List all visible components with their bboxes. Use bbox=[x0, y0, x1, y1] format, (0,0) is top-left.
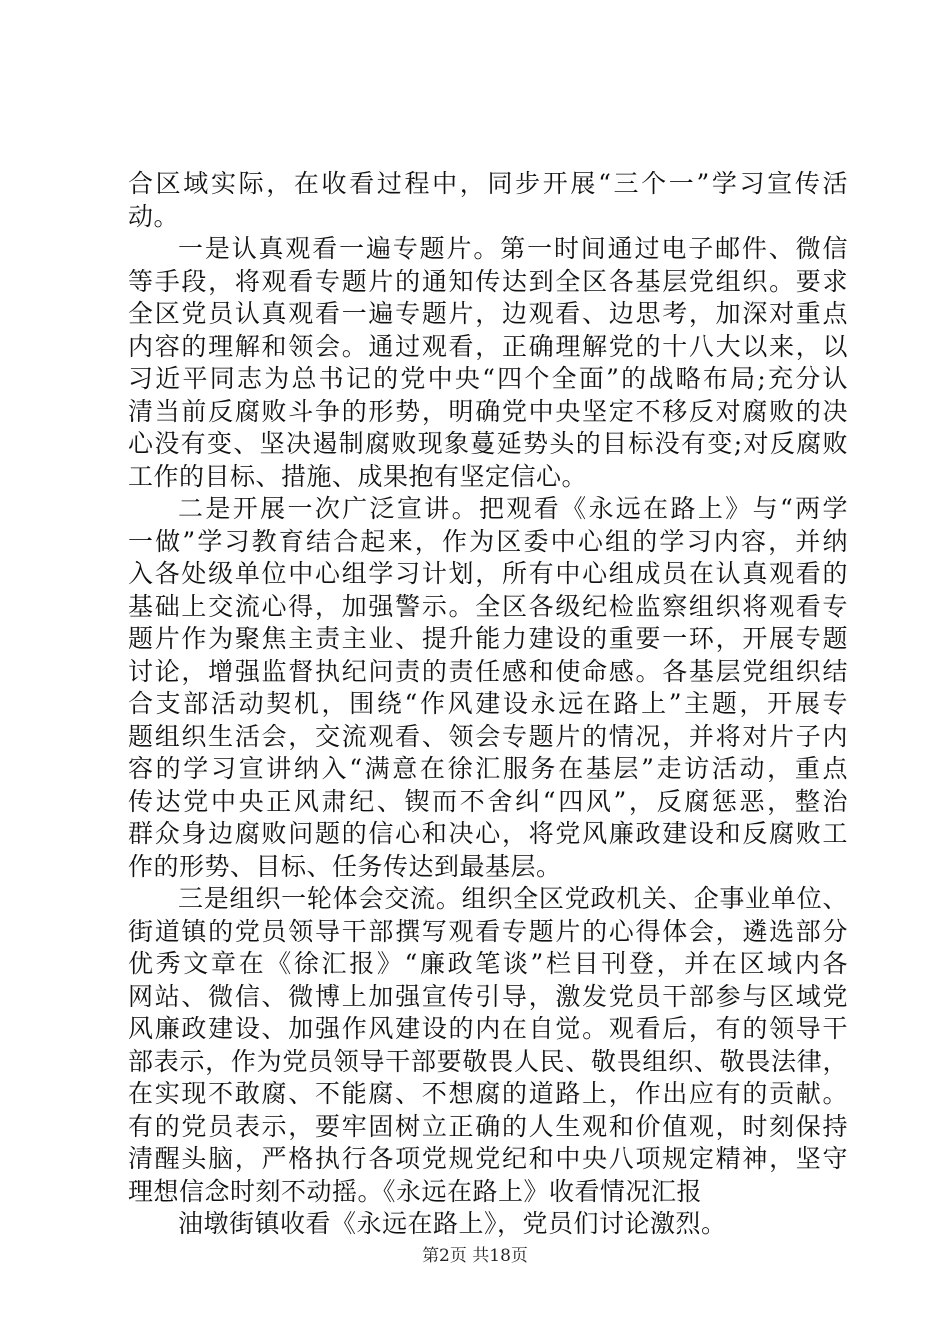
text-line: 讨论，增强监督执纪问责的责任感和使命感。各基层党组织结 bbox=[128, 656, 848, 686]
text-line: 清醒头脑，严格执行各项党规党纪和中央八项规定精神，坚守 bbox=[128, 1144, 848, 1173]
text-line: 街道镇的党员领导干部撰写观看专题片的心得体会，遴选部分 bbox=[128, 916, 848, 946]
text-line: 题组织生活会，交流观看、领会专题片的情况，并将对片子内 bbox=[128, 721, 848, 751]
text-line: 作的形势、目标、任务传达到最基层。 bbox=[128, 851, 562, 881]
text-line: 二是开展一次广泛宣讲。把观看《永远在路上》与“两学 bbox=[178, 494, 848, 523]
text-line: 入各处级单位中心组学习计划，所有中心组成员在认真观看的 bbox=[128, 559, 848, 588]
text-line: 工作的目标、措施、成果抱有坚定信心。 bbox=[128, 461, 588, 491]
text-line: 习近平同志为总书记的党中央“四个全面”的战略布局;充分认 bbox=[128, 364, 848, 393]
text-line: 部表示，作为党员领导干部要敬畏人民、敬畏组织、敬畏法律， bbox=[128, 1046, 848, 1076]
text-line: 传达党中央正风肃纪、锲而不舍纠“四风”，反腐惩恶，整治 bbox=[128, 786, 848, 816]
text-line: 在实现不敢腐、不能腐、不想腐的道路上，作出应有的贡献。 bbox=[128, 1079, 848, 1108]
text-line: 动。 bbox=[128, 201, 180, 231]
text-line: 三是组织一轮体会交流。组织全区党政机关、企事业单位、 bbox=[178, 884, 848, 913]
text-line: 容的学习宣讲纳入“满意在徐汇服务在基层”走访活动，重点 bbox=[128, 754, 848, 783]
body-text bbox=[128, 168, 848, 1241]
text-line: 合支部活动契机，围绕“作风建设永远在路上”主题，开展专 bbox=[128, 689, 848, 718]
text-line: 理想信念时刻不动摇。《永远在路上》收看情况汇报 bbox=[128, 1176, 703, 1206]
text-line: 优秀文章在《徐汇报》“廉政笔谈”栏目刊登，并在区域内各 bbox=[128, 949, 848, 978]
text-line: 全区党员认真观看一遍专题片，边观看、边思考，加深对重点 bbox=[128, 299, 848, 328]
text-line: 等手段，将观看专题片的通知传达到全区各基层党组织。要求 bbox=[128, 266, 848, 296]
page-footer: 第2页 共18页 bbox=[422, 1246, 528, 1266]
text-line: 一做”学习教育结合起来，作为区委中心组的学习内容，并纳 bbox=[128, 526, 848, 556]
text-line: 有的党员表示，要牢固树立正确的人生观和价值观，时刻保持 bbox=[128, 1111, 848, 1141]
text-line: 一是认真观看一遍专题片。第一时间通过电子邮件、微信 bbox=[178, 234, 848, 263]
text-line: 风廉政建设、加强作风建设的内在自觉。观看后，有的领导干 bbox=[128, 1014, 848, 1043]
text-line: 群众身边腐败问题的信心和决心，将党风廉政建设和反腐败工 bbox=[128, 819, 848, 848]
text-line: 题片作为聚焦主责主业、提升能力建设的重要一环，开展专题 bbox=[128, 624, 848, 653]
text-line: 油墩街镇收看《永远在路上》，党员们讨论激烈。 bbox=[178, 1209, 727, 1238]
text-line: 内容的理解和领会。通过观看，正确理解党的十八大以来，以 bbox=[128, 331, 848, 361]
text-line: 合区域实际，在收看过程中，同步开展“三个一”学习宣传活 bbox=[128, 169, 848, 198]
text-line: 心没有变、坚决遏制腐败现象蔓延势头的目标没有变;对反腐败 bbox=[128, 429, 848, 458]
text-line: 基础上交流心得，加强警示。全区各级纪检监察组织将观看专 bbox=[128, 591, 848, 621]
text-line: 清当前反腐败斗争的形势，明确党中央坚定不移反对腐败的决 bbox=[128, 396, 848, 426]
text-line: 网站、微信、微博上加强宣传引导，激发党员干部参与区域党 bbox=[128, 981, 848, 1011]
